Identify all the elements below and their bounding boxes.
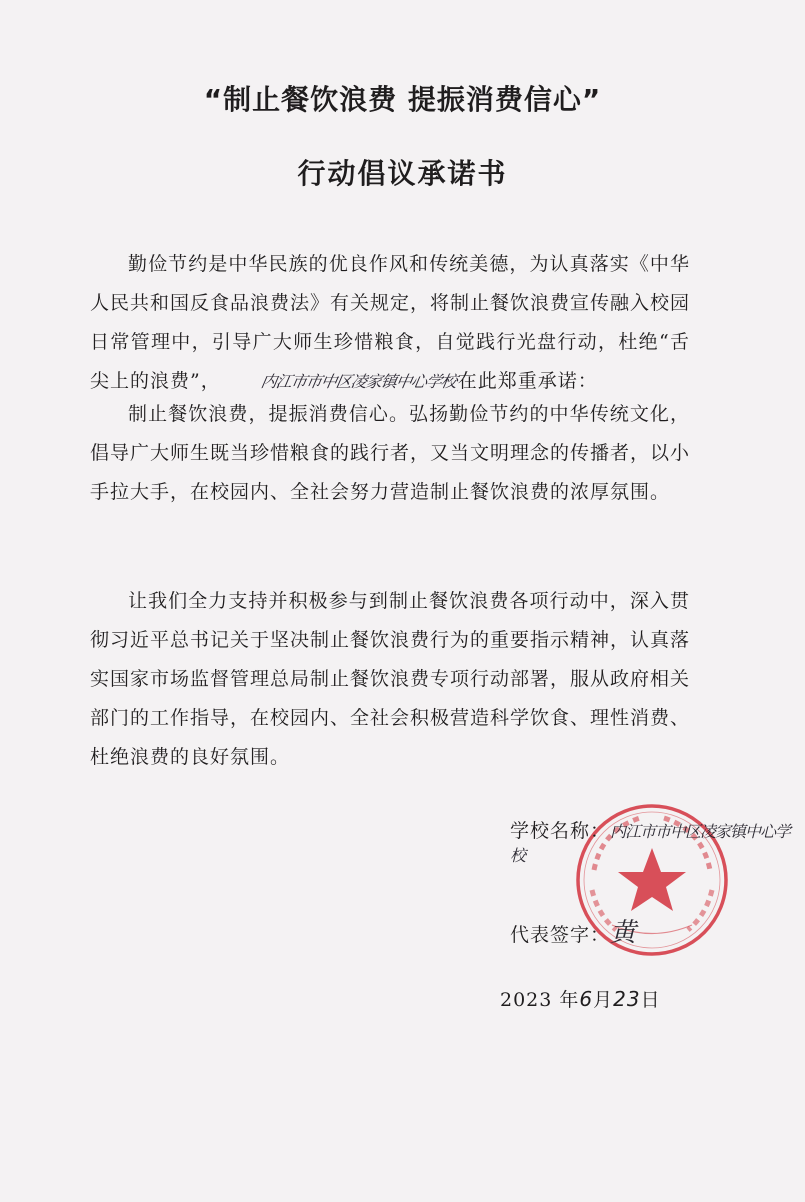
representative-label: 代表签字： [510, 924, 611, 946]
date-day-label: 日 [640, 989, 661, 1011]
school-name-label: 学校名称： [510, 820, 611, 842]
paragraph-2 [90, 395, 690, 512]
date-month: 6 [579, 987, 594, 1011]
handwritten-school-name: 内江市市中区凌家镇中心学校 [259, 372, 458, 391]
representative-signature: 黄 [610, 918, 636, 948]
date-month-label: 月 [593, 989, 614, 1011]
school-name-handwritten: 内江市市中区凌家镇中心学校 [510, 822, 791, 865]
date-line [500, 985, 661, 1012]
paragraph-3-text: 让我们全力支持并积极参与到制止餐饮浪费各项行动中，深入贯彻习近平总书记关于坚决制止餐饮浪费行为的重要指示精神，认真落实国家市场监督管理总局制止餐饮浪费专项行动部署，服从政府相关部门的工作指导，在校园内、全社会积极营造科学饮食、理性消费、杜绝浪费的良好氛围。 [90, 590, 691, 768]
date-day: 23 [613, 987, 641, 1011]
document-title: “制止餐饮浪费 提振消费信心” [203, 83, 602, 116]
school-name-line [510, 816, 805, 866]
date-year-label: 年 [559, 989, 580, 1011]
paragraph-1-text: 勤俭节约是中华民族的优良作风和传统美德，为认真落实《中华人民共和国反食品浪费法》有关规定，将制止餐饮浪费宣传融入校园日常管理中，引导广大师生珍惜粮食，自觉践行光盘行动，杜绝“舌尖上的浪费”， [90, 253, 691, 392]
document-subtitle: 行动倡议承诺书 [297, 157, 508, 190]
paragraph-1 [90, 245, 690, 402]
date-year: 2023 [500, 989, 553, 1011]
paragraph-2-text: 制止餐饮浪费，提振消费信心。弘扬勤俭节约的中华传统文化，倡导广大师生既当珍惜粮食的践行者，又当文明理念的传播者，以小手拉大手，在校园内、全社会努力营造制止餐饮浪费的浓厚氛围。 [90, 403, 691, 503]
paragraph-3 [90, 582, 690, 777]
representative-signature-line [510, 912, 635, 949]
paragraph-1-tail: 在此郑重承诺： [457, 370, 598, 392]
